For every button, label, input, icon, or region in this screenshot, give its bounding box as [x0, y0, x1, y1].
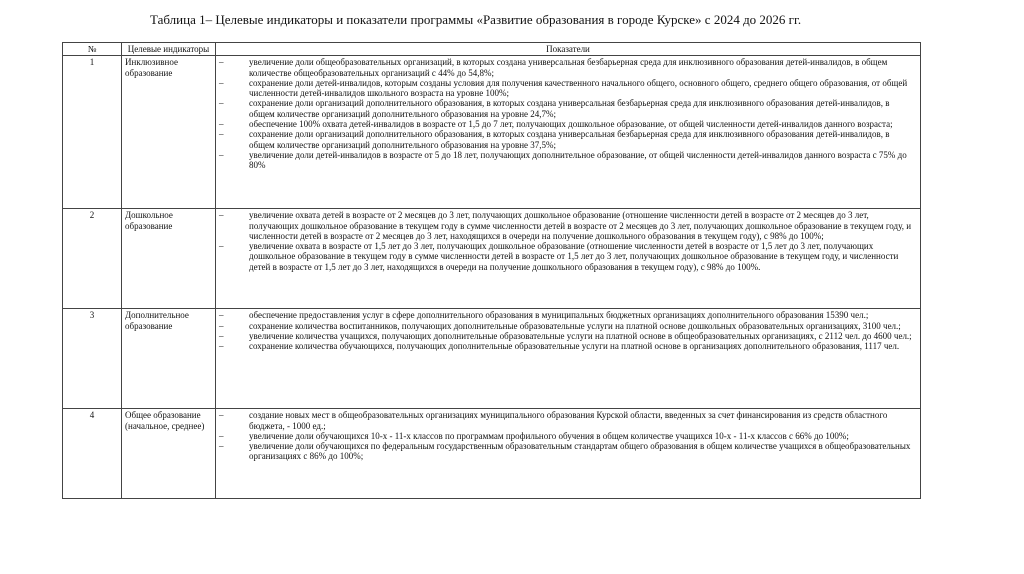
metric-text: увеличение доли детей-инвалидов в возрасте от 5 до 18 лет, получающих дополнительное образование, от общей численности детей-инвалидов данного возраста с 75% до 80% [249, 149, 907, 171]
dash-bullet: – [219, 341, 224, 352]
row-number: 4 [63, 409, 122, 499]
dash-bullet: – [219, 410, 224, 421]
row-number: 3 [63, 309, 122, 409]
list-item [219, 341, 917, 351]
row-indicator: Общее образование (начальное, среднее) [122, 409, 216, 499]
list-item [219, 129, 917, 150]
header-number: № [63, 43, 122, 56]
list-item [219, 98, 917, 119]
list-item [219, 321, 917, 331]
row-metrics [216, 209, 921, 309]
table-header-row [63, 43, 921, 56]
metrics-list [219, 410, 917, 461]
metrics-list [219, 57, 917, 170]
row-indicator: Инклюзивное образование [122, 56, 216, 209]
list-item [219, 150, 917, 171]
header-metrics: Показатели [216, 43, 921, 56]
metric-text: увеличение доли обучающихся по федеральным государственным образовательным стандартам общего образования в общем количестве учащихся в общеобразовательных организациях с 86% до 100%; [249, 441, 911, 462]
metric-text: обеспечение 100% охвата детей-инвалидов в возрасте от 1,5 до 7 лет, получающих дошкольное образование, от общей численности детей-инвалидов данного возраста; [249, 119, 893, 130]
table-row [63, 56, 921, 209]
header-indicator: Целевые индикаторы [122, 43, 216, 56]
metric-text: сохранение доли организаций дополнительного образования, в которых создана универсальная безбарьерная среда для инклюзивного образования детей-инвалидов, в общем количестве организаций дополнительного образования на уровне 24,7%; [249, 98, 890, 119]
table-title: Таблица 1– Целевые индикаторы и показатели программы «Развитие образования в городе Курске» с 2024 до 2026 гг. [150, 12, 802, 27]
metric-text: сохранение доли детей-инвалидов, которым созданы условия для получения качественного начального общего, основного общего, среднего общего образования, от общей численности детей-инвалидов школьного возраста на уровне 100%; [249, 77, 908, 99]
metric-text: увеличение доли обучающихся 10-х - 11-х классов по программам профильного обучения в общем количестве учащихся 10-х - 11-х классов с 66% до 100%; [249, 430, 849, 441]
dash-bullet: – [219, 98, 224, 109]
dash-bullet: – [219, 441, 224, 452]
table-row [63, 209, 921, 309]
dash-bullet: – [219, 210, 224, 221]
row-metrics [216, 56, 921, 209]
row-metrics [216, 309, 921, 409]
table-row [63, 409, 921, 499]
list-item [219, 410, 917, 431]
list-item [219, 331, 917, 341]
metric-text: создание новых мест в общеобразовательных организациях муниципального образования Курской области, введенных за счет финансирования из средств областного бюджета, - 1000 ед.; [249, 410, 888, 431]
dash-bullet: – [219, 119, 224, 130]
dash-bullet: – [219, 77, 224, 88]
metric-text: сохранение доли организаций дополнительного образования, в которых создана универсальная безбарьерная среда для инклюзивного образования детей-инвалидов, в общем количестве организаций дополнительного образования на уровне 37,5%; [249, 129, 890, 150]
dash-bullet: – [219, 320, 224, 331]
metric-text: обеспечение предоставления услуг в сфере дополнительного образования в муниципальных бюджетных организациях дополнительного образования 15390 чел.; [249, 310, 869, 321]
metric-text: увеличение охвата детей в возрасте от 2 месяцев до 3 лет, получающих дошкольное образование (отношение численности детей в возрасте от 2 месяцев до 3 лет, получающих дошкольное образование в текущем году в сумме численности детей в возрасте от 2 месяцев до 3 лет, получающих дошкольное образование в текущем году, и численности детей в возрасте от 2 месяцев до 3 лет, находящихся в очереди на получение дошкольного образования в текущем году), с 98% до 100%; [249, 210, 912, 241]
row-indicator: Дошкольное образование [122, 209, 216, 309]
indicators-table [62, 42, 921, 499]
list-item [219, 78, 917, 99]
dash-bullet: – [219, 330, 224, 341]
metric-text: увеличение охвата в возрасте от 1,5 лет до 3 лет, получающих дошкольное образование (отношение численности детей в возрасте от 1,5 лет до 3 лет, получающих дошкольное образование в текущем году в сумме численности детей в возрасте от 1,5 лет до 3 лет, получающих дошкольное образование в текущем году, и численности детей в возрасте от 1,5 лет до 3 лет, находящихся в очереди на получение дошкольного образования в текущем году), с 98% до 100%. [249, 241, 899, 272]
metric-text: увеличение количества учащихся, получающих дополнительные образовательные услуги на платной основе в общеобразовательных организациях, с 2112 чел. до 4600 чел.; [249, 330, 912, 341]
list-item [219, 310, 917, 320]
dash-bullet: – [219, 149, 224, 160]
list-item [219, 431, 917, 441]
row-indicator: Дополнительное образование [122, 309, 216, 409]
metric-text: сохранение количества воспитанников, получающих дополнительные образовательные услуги на платной основе дошкольных образовательных организациях, 3100 чел.; [249, 320, 901, 331]
row-number: 2 [63, 209, 122, 309]
metrics-list [219, 310, 917, 351]
list-item [219, 441, 917, 462]
metrics-list [219, 210, 917, 272]
dash-bullet: – [219, 310, 224, 321]
list-item [219, 241, 917, 272]
row-number: 1 [63, 56, 122, 209]
metric-text: сохранение количества обучающихся, получающих дополнительные образовательные услуги на платной основе в организациях дополнительного образования, 1117 чел. [249, 341, 900, 352]
row-metrics [216, 409, 921, 499]
list-item [219, 119, 917, 129]
table-row [63, 309, 921, 409]
dash-bullet: – [219, 57, 224, 68]
list-item [219, 210, 917, 241]
list-item [219, 57, 917, 78]
metric-text: увеличение доли общеобразовательных организаций, в которых создана универсальная безбарьерная среда для инклюзивного образования детей-инвалидов, в общем количестве общеобразовательных организаций с 44% до 54,8%; [249, 57, 888, 78]
dash-bullet: – [219, 241, 224, 252]
dash-bullet: – [219, 129, 224, 140]
dash-bullet: – [219, 430, 224, 441]
